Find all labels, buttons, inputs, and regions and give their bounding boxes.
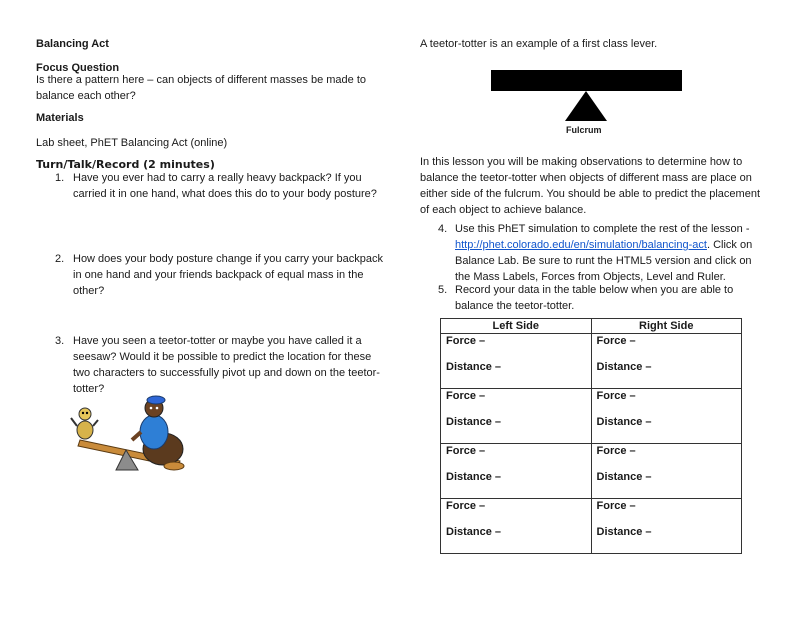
- force-label: Force –: [596, 445, 636, 457]
- table-cell[interactable]: [591, 389, 742, 444]
- fulcrum-triangle: [565, 91, 607, 121]
- lesson-description: In this lesson you will be making observations to determine how to balance the teetor-totter when objects of different mass are place on either side of the fulcrum. You should be able to predict the placement of each object to achieve balance.: [420, 156, 760, 216]
- question-number: 2.: [55, 253, 65, 265]
- table-row: [441, 444, 742, 499]
- materials-heading: Materials: [36, 112, 84, 124]
- force-label: Force –: [596, 390, 636, 402]
- table-cell[interactable]: [441, 389, 592, 444]
- force-label: Force –: [446, 445, 486, 457]
- distance-label: Distance –: [596, 471, 652, 483]
- focus-question-text: Is there a pattern here – can objects of different masses be made to balance each other?: [36, 74, 366, 102]
- lever-beam: [491, 70, 682, 91]
- force-label: Force –: [596, 335, 636, 347]
- force-label: Force –: [596, 500, 636, 512]
- left-side-header: Left Side: [441, 319, 592, 334]
- force-label: Force –: [446, 500, 486, 512]
- step-4-post: . Click on Balance Lab. Be sure to runt the HTML5 version and click on the Mass Labels, Forces from Objects, Level and Ruler.: [455, 239, 753, 283]
- distance-label: Distance –: [596, 416, 652, 428]
- seesaw-characters-illustration: [68, 394, 193, 479]
- page-title: Balancing Act: [36, 38, 109, 50]
- question-text: Have you seen a teetor-totter or maybe you have called it a seesaw? Would it be possible to predict the location for these two characters to successfully pivot up and down on the teetor-totter?: [73, 335, 380, 395]
- phet-simulation-link[interactable]: http://phet.colorado.edu/en/simulation/balancing-act: [455, 239, 707, 251]
- table-cell[interactable]: [591, 444, 742, 499]
- step-number: 4.: [438, 223, 448, 235]
- table-header-row: [441, 319, 742, 334]
- materials-text: Lab sheet, PhET Balancing Act (online): [36, 137, 228, 149]
- table-cell[interactable]: [441, 334, 592, 389]
- step-4-pre: Use this PhET simulation to complete the rest of the lesson -: [455, 223, 750, 235]
- table-row: [441, 389, 742, 444]
- table-cell[interactable]: [591, 334, 742, 389]
- table-cell[interactable]: [591, 499, 742, 554]
- data-table: [440, 318, 742, 554]
- force-label: Force –: [446, 390, 486, 402]
- right-side-header: Right Side: [591, 319, 742, 334]
- question-text: How does your body posture change if you carry your backpack in one hand and your friends backpack of equal mass in the other?: [73, 253, 383, 297]
- table-cell[interactable]: [441, 499, 592, 554]
- lever-intro: A teetor-totter is an example of a first class lever.: [420, 38, 658, 50]
- step-number: 5.: [438, 284, 448, 296]
- distance-label: Distance –: [596, 526, 652, 538]
- focus-question-heading: Focus Question: [36, 62, 120, 74]
- fulcrum-label: Fulcrum: [566, 125, 602, 135]
- step-text: [455, 221, 765, 285]
- question-number: 1.: [55, 172, 65, 184]
- question-text: Have you ever had to carry a really heavy backpack? If you carried it in one hand, what does this do to your body posture?: [73, 172, 377, 200]
- table-row: [441, 499, 742, 554]
- step-text: Record your data in the table below when you are able to balance the teetor-totter.: [455, 284, 734, 312]
- turn-talk-heading: Turn/Talk/Record (2 minutes): [36, 158, 215, 171]
- distance-label: Distance –: [596, 361, 652, 373]
- distance-label: Distance –: [446, 526, 502, 538]
- distance-label: Distance –: [446, 361, 502, 373]
- distance-label: Distance –: [446, 471, 502, 483]
- distance-label: Distance –: [446, 416, 502, 428]
- table-row: [441, 334, 742, 389]
- force-label: Force –: [446, 335, 486, 347]
- question-number: 3.: [55, 335, 65, 347]
- table-cell[interactable]: [441, 444, 592, 499]
